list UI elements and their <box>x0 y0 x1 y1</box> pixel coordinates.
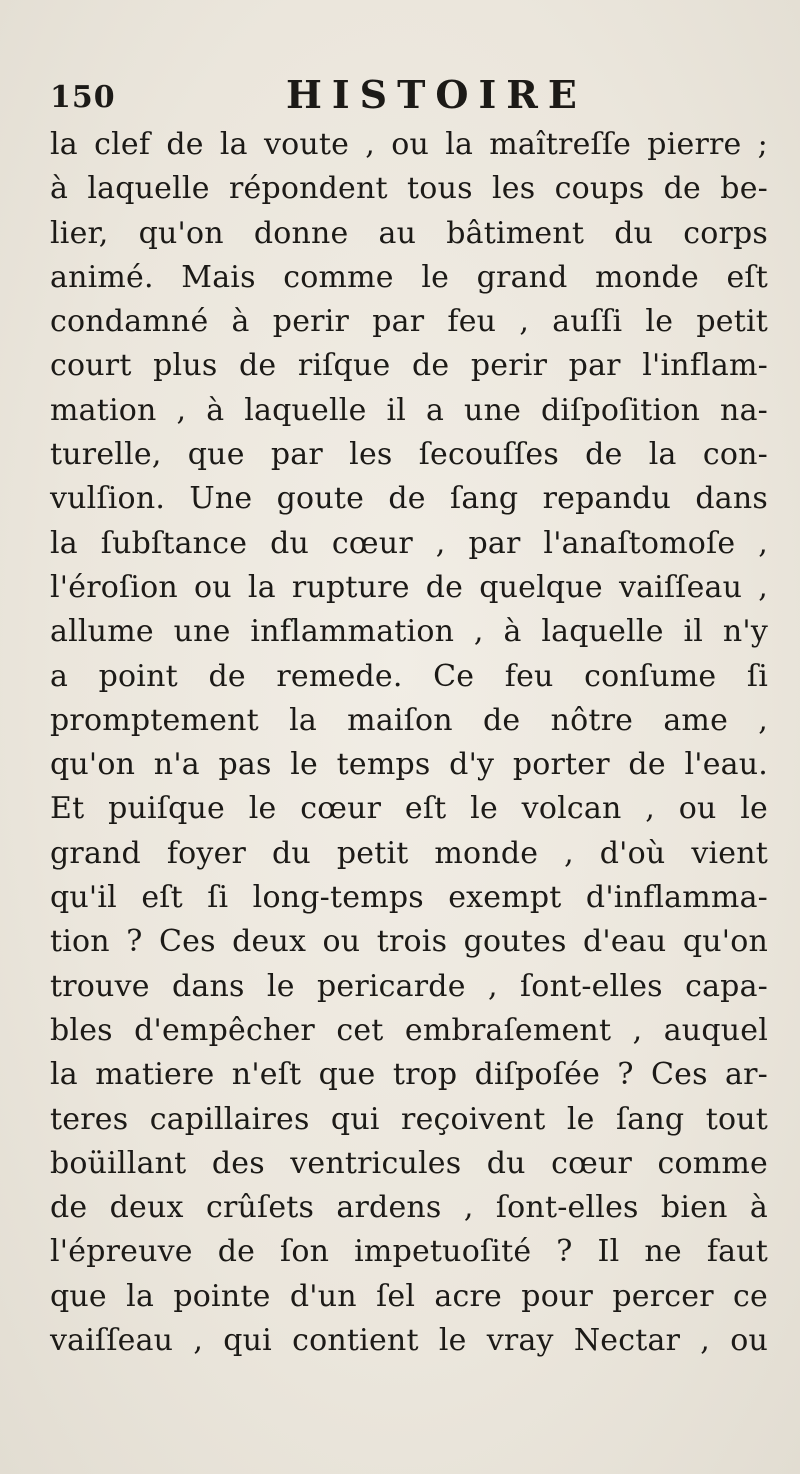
text-line: lier, qu'on donne au bâtiment du corps <box>50 215 768 251</box>
text-line: de deux crûſets ardens , ſont-elles bien à <box>50 1190 768 1226</box>
text-line: vulſion. Une goute de ſang repandu dans <box>50 481 768 517</box>
text-line: allume une inflammation , à laquelle il n'y <box>50 614 768 650</box>
text-line: court plus de riſque de perir par l'inflam- <box>50 348 768 384</box>
text-line: turelle, que par les ſecouſſes de la con- <box>50 437 768 473</box>
text-line: la matiere n'eſt que trop diſpoſée ? Ces ar- <box>50 1057 768 1093</box>
text-line: teres capillaires qui reçoivent le ſang tout <box>50 1101 768 1137</box>
text-line: animé. Mais comme le grand monde eſt <box>50 259 768 295</box>
page-number: 150 <box>50 80 116 115</box>
text-line: la clef de la voute , ou la maîtreſſe pierre ; <box>50 127 768 162</box>
text-line: bles d'empêcher cet embraſement , auquel <box>50 1012 768 1048</box>
text-line: l'éroſion ou la rupture de quelque vaiſſeau , <box>50 569 768 605</box>
text-line: condamné à perir par feu , auſſi le petit <box>50 304 768 340</box>
text-line: Et puiſque le cœur eſt le volcan , ou le <box>50 791 768 827</box>
body-text <box>50 123 768 1363</box>
text-line: grand foyer du petit monde , d'où vient <box>50 835 768 871</box>
text-line: promptement la maiſon de nôtre ame , <box>50 702 768 738</box>
text-line: tion ? Ces deux ou trois goutes d'eau qu'on <box>50 924 768 960</box>
text-line: qu'on n'a pas le temps d'y porter de l'eau. <box>50 747 768 783</box>
text-line: mation , à laquelle il a une diſpoſition na- <box>50 392 768 428</box>
text-line: vaiſſeau , qui contient le vray Nectar , ou <box>50 1323 768 1359</box>
text-line: a point de remede. Ce feu conſume ſi <box>50 658 768 694</box>
text-line: la ſubſtance du cœur , par l'anaſtomoſe , <box>50 525 768 561</box>
text-line: boüillant des ventricules du cœur comme <box>50 1145 768 1181</box>
text-line: trouve dans le pericarde , ſont-elles capa- <box>50 968 768 1004</box>
text-line: à laquelle répondent tous les coups de be- <box>50 171 768 207</box>
text-line: que la pointe d'un ſel acre pour percer ce <box>50 1278 768 1314</box>
text-line: qu'il eſt ſi long-temps exempt d'inflamma- <box>50 880 768 916</box>
running-title: HISTOIRE <box>286 72 587 117</box>
text-line: l'épreuve de ſon impetuoſité ? Il ne faut <box>50 1234 768 1270</box>
page-header <box>50 72 710 122</box>
